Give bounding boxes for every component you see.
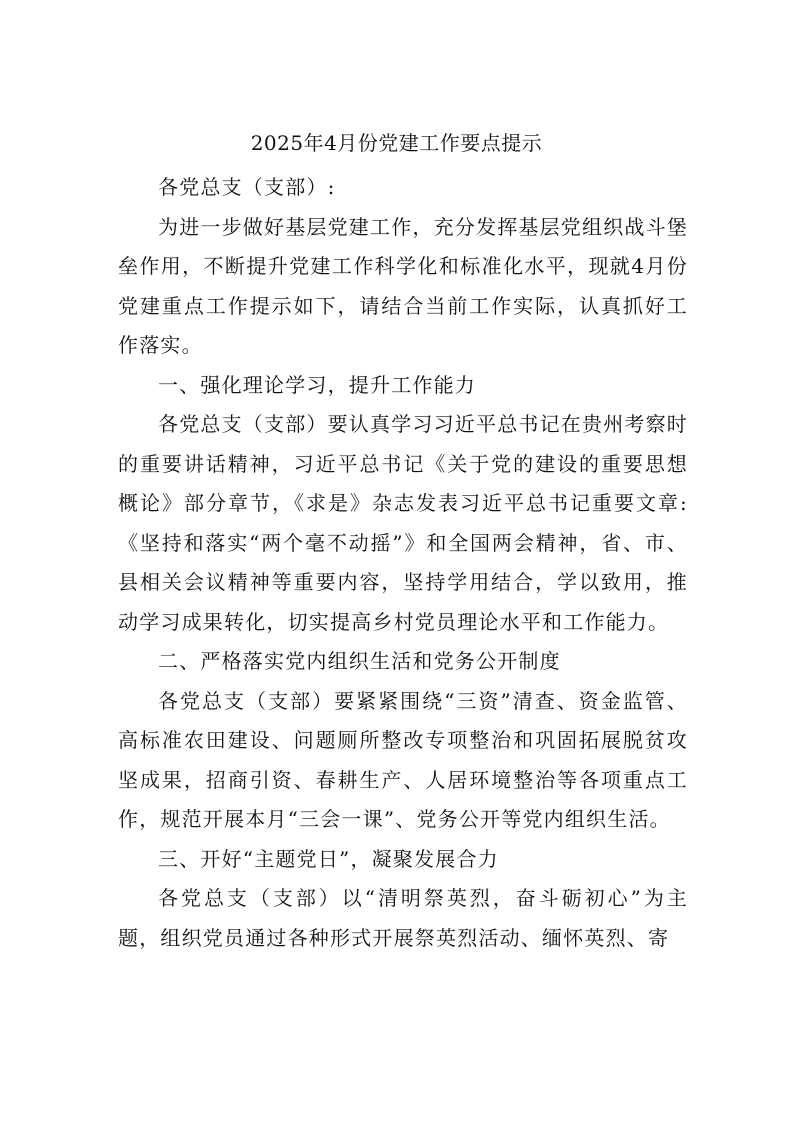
- section-heading-1: 一、强化理论学习，提升工作能力: [158, 372, 476, 397]
- document-title: 2025年4月份党建工作要点提示: [250, 131, 543, 155]
- section-body-3: 各党总支（支部）以“清明祭英烈，奋斗砺初心”为主题，组织党员通过各种形式开展祭英烈活动、缅怀英烈、寄: [118, 886, 688, 950]
- section-body-2: 各党总支（支部）要紧紧围绕“三资”清查、资金监管、高标准农田建设、问题厕所整改专项整治和巩固拓展脱贫攻坚成果，招商引资、春耕生产、人居环境整治等各项重点工作，规范开展本月“三会一课”、党务公开等党内组织生活。: [118, 688, 688, 831]
- section-body-1: 各党总支（支部）要认真学习习近平总书记在贵州考察时的重要讲话精神，习近平总书记《关于党的建设的重要思想概论》部分章节，《求是》杂志发表习近平总书记重要文章:《坚持和落实“两个毫不动摇”》和全国两会精神，省、市、县相关会议精神等重要内容，坚持学用结合，学以致用，推动学习成果转化，切实提高乡村党员理论水平和工作能力。: [118, 412, 688, 634]
- section-heading-3: 三、开好“主题党日”，凝聚发展合力: [158, 846, 499, 871]
- document-body: [118, 168, 688, 958]
- salutation: 各党总支（支部）:: [158, 175, 336, 199]
- section-heading-2: 二、严格落实党内组织生活和党务公开制度: [158, 649, 561, 673]
- intro-paragraph: 为进一步做好基层党建工作，充分发挥基层党组织战斗堡垒作用，不断提升党建工作科学化和标准化水平，现就4月份党建重点工作提示如下，请结合当前工作实际，认真抓好工作落实。: [118, 214, 688, 357]
